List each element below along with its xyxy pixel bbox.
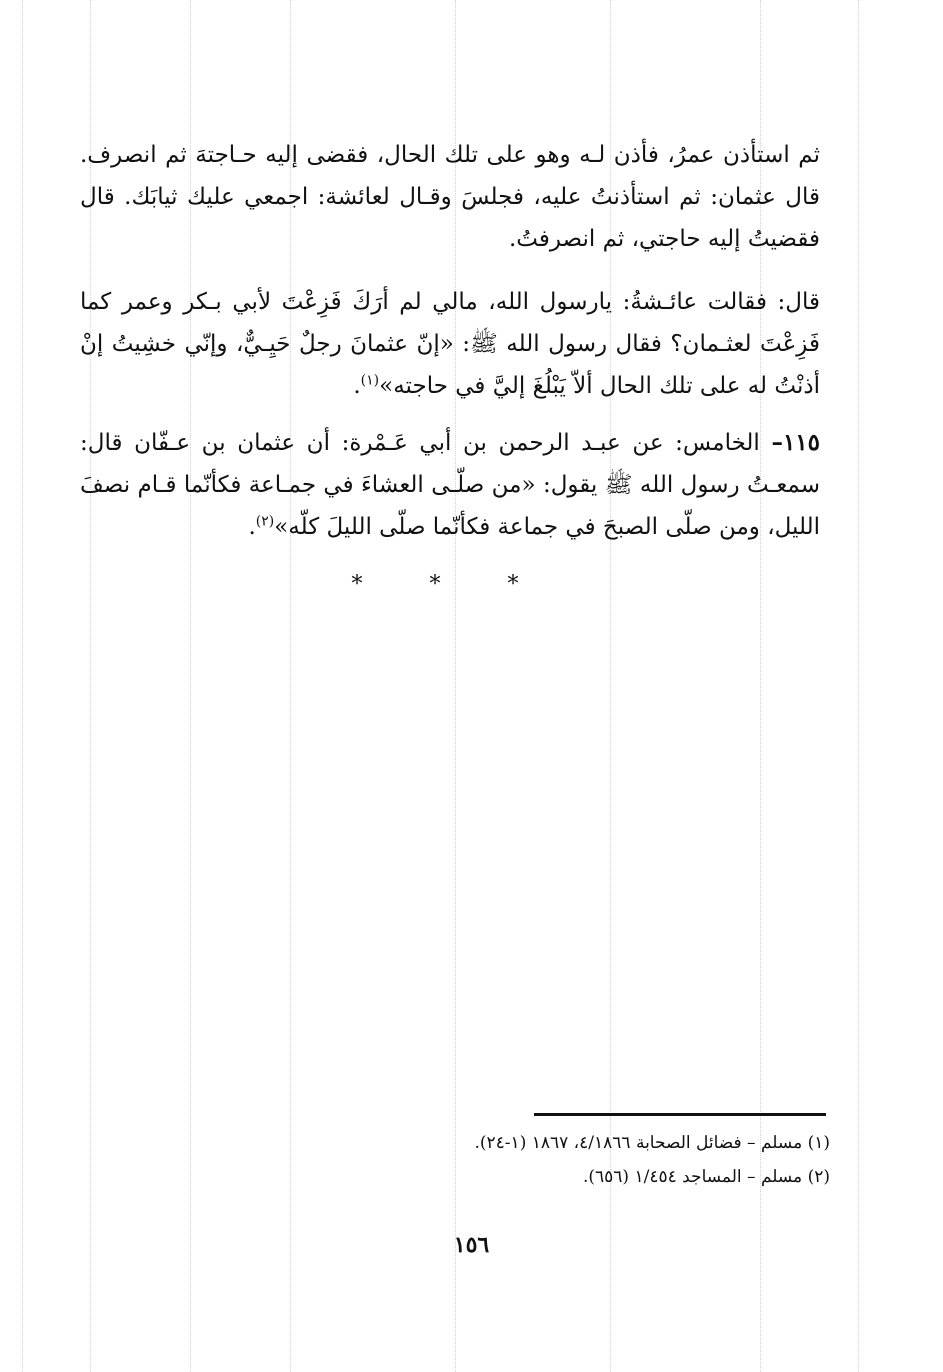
paragraph-2-body bbox=[80, 281, 820, 407]
paragraph-1 bbox=[80, 134, 820, 260]
paragraph-3 bbox=[80, 422, 820, 548]
footnote-2: (٢) مسلم – المساجد ١/٤٥٤ (٦٥٦). bbox=[582, 1167, 830, 1187]
scan-guide-line bbox=[22, 0, 23, 1372]
footnote-divider bbox=[534, 1113, 826, 1116]
footnote-ref-1[interactable]: (١) bbox=[360, 372, 380, 389]
page-number: ١٥٦ bbox=[453, 1232, 490, 1258]
footnote-1: (١) مسلم – فضائل الصحابة ٤/١٨٦٦، ١٨٦٧ (١-٢٤). bbox=[474, 1133, 830, 1153]
paragraph-3-text: الخامس: عن عبـد الرحمن بن أبي عَـمْرة: أن عثمان بن عـفّان قال: سمعـتُ رسول الله ﷺ يقول: «من صلّـى العشاءَ في جمـاعة فكأنّما قـام نصفَ الليل، ومن صلّى الصبحَ في جماعة فكأنّما صلّى الليلَ كلّه» bbox=[80, 430, 820, 540]
hadith-number-dash: – bbox=[771, 429, 783, 456]
paragraph-2-text: قال: فقالت عائـشةُ: يارسول الله، مالي لم أرَكَ فَزِعْتَ لأبي بـكر وعمر كما فَزِعْتَ لعثـمان؟ فقال رسول الله ﷺ: «إنّ عثمانَ رجلٌ حَيِـيٌّ، وإنّي خشِيتُ إنْ أذنْتُ له على تلك الحال ألاّ يَبْلُغَ إليَّ في حاجته» bbox=[80, 289, 820, 399]
paragraph-1-text: ثم استأذن عمرُ، فأذن لـه وهو على تلك الحال، فقضى إليه حـاجتهَ ثم انصرف. قال عثمان: ثم استأذنتُ عليه، فجلسَ وقـال لعائشة: اجمعي عليك ثيابَك. قال فقضيتُ إليه حاجتي، ثم انصرفتُ. bbox=[80, 142, 820, 252]
paragraph-3-end: . bbox=[248, 514, 256, 540]
paragraph-2-end: . bbox=[353, 373, 361, 399]
paragraph-3-body bbox=[80, 422, 820, 548]
scan-guide-line bbox=[858, 0, 859, 1372]
paragraph-2 bbox=[80, 281, 820, 407]
footnotes bbox=[300, 1126, 830, 1194]
footnote-ref-2[interactable]: (٢) bbox=[255, 513, 275, 530]
hadith-number: ١١٥ bbox=[782, 429, 821, 456]
section-separator: * * * bbox=[351, 572, 549, 597]
